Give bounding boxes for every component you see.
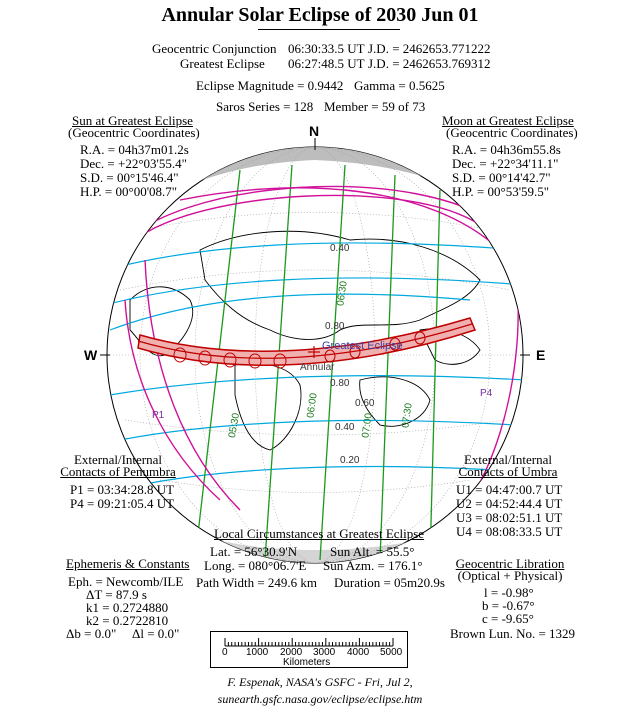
local-sun-azm: Sun Azm. = 176.1° [323,558,423,573]
scale-tick-1000: 1000 [246,647,269,658]
penumbra-p4: P4 = 09:21:05.4 UT [70,496,175,511]
moon-sd: S.D. = 00°14'42.7" [452,170,551,185]
brown-lunation: Brown Lun. No. = 1329 [450,626,576,641]
time-label-0600: 06:00 [305,392,320,419]
scale-tick-0: 0 [222,647,228,658]
local-duration: Duration = 05m20.9s [334,575,445,590]
umbra-heading1: External/Internal [463,452,553,467]
umbra-u4: U4 = 08:08:33.5 UT [456,524,563,539]
umbra-heading2: Contacts of Umbra [458,464,558,479]
mag-label-060: 0.60 [355,398,375,409]
credit-line1: F. Espenak, NASA's GSFC - Fri, Jul 2, [227,675,413,689]
moon-hp: H.P. = 00°53'59.5" [452,184,550,199]
umbra-u3: U3 = 08:02:51.1 UT [456,510,563,525]
time-label-0630: 06:30 [335,280,350,307]
greatest-eclipse-time: 06:27:48.5 UT [288,56,365,71]
sun-sd: S.D. = 00°15'46.4" [80,170,179,185]
greatest-eclipse-jd: J.D. = 2462653.769312 [368,56,491,71]
moon-subheading: (Geocentric Coordinates) [446,125,578,140]
page-title: Annular Solar Eclipse of 2030 Jun 01 [161,4,479,26]
sun-heading: Sun at Greatest Eclipse [72,113,193,128]
ephemeris-k1: k1 = 0.2724880 [86,600,169,615]
local-heading: Local Circumstances at Greatest Eclipse [214,526,425,541]
saros-series: Saros Series = 128 [216,99,314,114]
libration-heading: Geocentric Libration [455,556,565,571]
eclipse-magnitude: Eclipse Magnitude = 0.9442 [196,78,344,93]
west-label: W [84,347,98,363]
local-lat: Lat. = 56°30.9'N [210,544,298,559]
libration-b: b = -0.67° [482,598,535,613]
ephemeris-heading: Ephemeris & Constants [66,556,190,571]
mag-label-040: 0.40 [330,243,350,254]
scale-tick-4000: 4000 [347,647,370,658]
conjunction-jd: J.D. = 2462653.771222 [368,41,491,56]
umbra-u1: U1 = 04:47:00.7 UT [456,482,563,497]
time-label-0530: 05:30 [226,412,243,439]
scale-tick-2000: 2000 [280,647,303,658]
gamma: Gamma = 0.5625 [354,78,445,93]
ephemeris-eph: Eph. = Newcomb/ILE [68,574,184,589]
mag-label-080b: 0.80 [330,378,350,389]
local-sun-alt: Sun Alt. = 55.5° [330,544,415,559]
sun-subheading: (Geocentric Coordinates) [68,125,200,140]
scale-unit: Kilometers [283,657,331,668]
ephemeris-delta-b: Δb = 0.0" [66,626,117,641]
sun-hp: H.P. = 00°00'08.7" [80,184,178,199]
saros-member: Member = 59 of 73 [324,99,426,114]
penumbra-heading2: Contacts of Penumbra [60,464,176,479]
time-label-0730: 07:30 [400,402,415,429]
annular-map-label: Annular [300,362,335,373]
moon-dec: Dec. = +22°34'11.1" [452,156,559,171]
penumbra-heading1: External/Internal [73,452,163,467]
greatest-eclipse-map-label: Greatest Eclipse [322,340,403,352]
ephemeris-delta-t: ΔT = 87.9 s [86,587,147,602]
libration-c: c = -9.65° [482,611,534,626]
penumbra-p1: P1 = 03:34:28.8 UT [70,482,175,497]
p4-map-label: P4 [480,388,493,399]
ephemeris-k2: k2 = 0.2722810 [86,613,169,628]
mag-label-040b: 0.40 [335,422,355,433]
east-label: E [536,347,546,363]
moon-heading: Moon at Greatest Eclipse [442,113,574,128]
moon-ra: R.A. = 04h36m55.8s [452,142,561,157]
local-long: Long. = 080°06.7'E [204,558,307,573]
conjunction-label: Geocentric Conjunction [152,41,277,56]
scale-bar [210,631,408,668]
sun-dec: Dec. = +22°03'55.4" [80,156,187,171]
umbra-u2: U2 = 04:52:44.4 UT [456,496,563,511]
ephemeris-delta-l: Δl = 0.0" [132,626,180,641]
libration-l: l = -0.98° [484,585,534,600]
p1-map-label: P1 [152,410,165,421]
scale-tick-5000: 5000 [380,647,403,658]
local-path-width: Path Width = 249.6 km [196,575,318,590]
credit-line2: sunearth.gsfc.nasa.gov/eclipse/eclipse.htm [217,692,423,706]
scale-tick-3000: 3000 [313,647,336,658]
mag-label-020: 0.20 [340,455,360,466]
greatest-eclipse-label: Greatest Eclipse [180,56,265,71]
conjunction-time: 06:30:33.5 UT [288,41,365,56]
time-label-0700: 07:00 [360,412,375,439]
north-label: N [309,123,320,139]
sun-ra: R.A. = 04h37m01.2s [80,142,189,157]
mag-label-080a: 0.80 [325,321,345,332]
libration-subheading: (Optical + Physical) [457,568,563,583]
